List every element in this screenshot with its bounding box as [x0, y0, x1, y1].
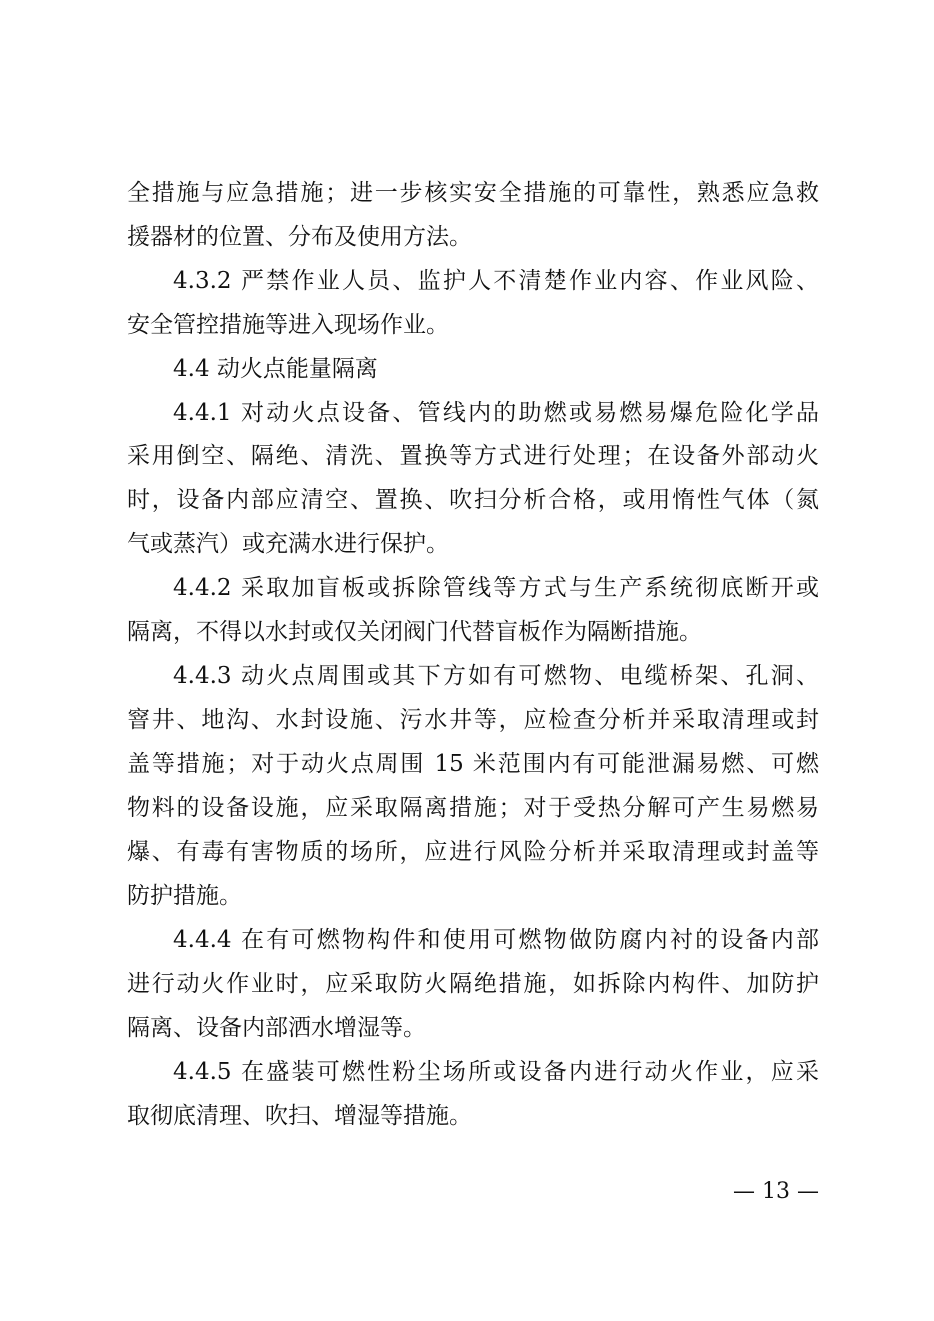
paragraph-line: 气或蒸汽）或充满水进行保护。 — [127, 531, 449, 557]
paragraph-line: 取彻底清理、吹扫、增湿等措施。 — [127, 1103, 472, 1129]
page-number: — 13 — — [733, 1179, 819, 1204]
paragraph-line: 隔离、设备内部洒水增湿等。 — [127, 1015, 426, 1041]
paragraph-line: 4.4.2 采取加盲板或拆除管线等方式与生产系统彻底断开或 — [173, 575, 819, 601]
paragraph-line: 进行动火作业时，应采取防火隔绝措施，如拆除内构件、加防护 — [127, 971, 819, 997]
paragraph-line: 采用倒空、隔绝、清洗、置换等方式进行处理；在设备外部动火 — [127, 443, 819, 469]
paragraph-line: 4.4.1 对动火点设备、管线内的助燃或易燃易爆危险化学品 — [173, 400, 819, 426]
paragraph-line: 窨井、地沟、水封设施、污水井等，应检查分析并采取清理或封 — [127, 707, 819, 733]
paragraph-line: 物料的设备设施，应采取隔离措施；对于受热分解可产生易燃易 — [127, 795, 819, 821]
paragraph-line: 全措施与应急措施；进一步核实安全措施的可靠性，熟悉应急救 — [127, 180, 819, 206]
paragraph-line: 4.3.2 严禁作业人员、监护人不清楚作业内容、作业风险、 — [173, 268, 819, 294]
section-heading: 4.4 动火点能量隔离 — [173, 356, 378, 382]
paragraph-line: 4.4.5 在盛装可燃性粉尘场所或设备内进行动火作业，应采 — [173, 1059, 819, 1085]
paragraph-line: 安全管控措施等进入现场作业。 — [127, 312, 449, 338]
paragraph-line: 防护措施。 — [127, 883, 242, 909]
paragraph-line: 援器材的位置、分布及使用方法。 — [127, 224, 472, 250]
paragraph-line: 盖等措施；对于动火点周围 15 米范围内有可能泄漏易燃、可燃 — [127, 751, 819, 777]
paragraph-line: 4.4.4 在有可燃物构件和使用可燃物做防腐内衬的设备内部 — [173, 927, 819, 953]
paragraph-line: 时，设备内部应清空、置换、吹扫分析合格，或用惰性气体（氮 — [127, 487, 819, 513]
paragraph-line: 爆、有毒有害物质的场所，应进行风险分析并采取清理或封盖等 — [127, 839, 819, 865]
paragraph-line: 隔离，不得以水封或仅关闭阀门代替盲板作为隔断措施。 — [127, 619, 702, 645]
paragraph-line: 4.4.3 动火点周围或其下方如有可燃物、电缆桥架、孔洞、 — [173, 663, 819, 689]
